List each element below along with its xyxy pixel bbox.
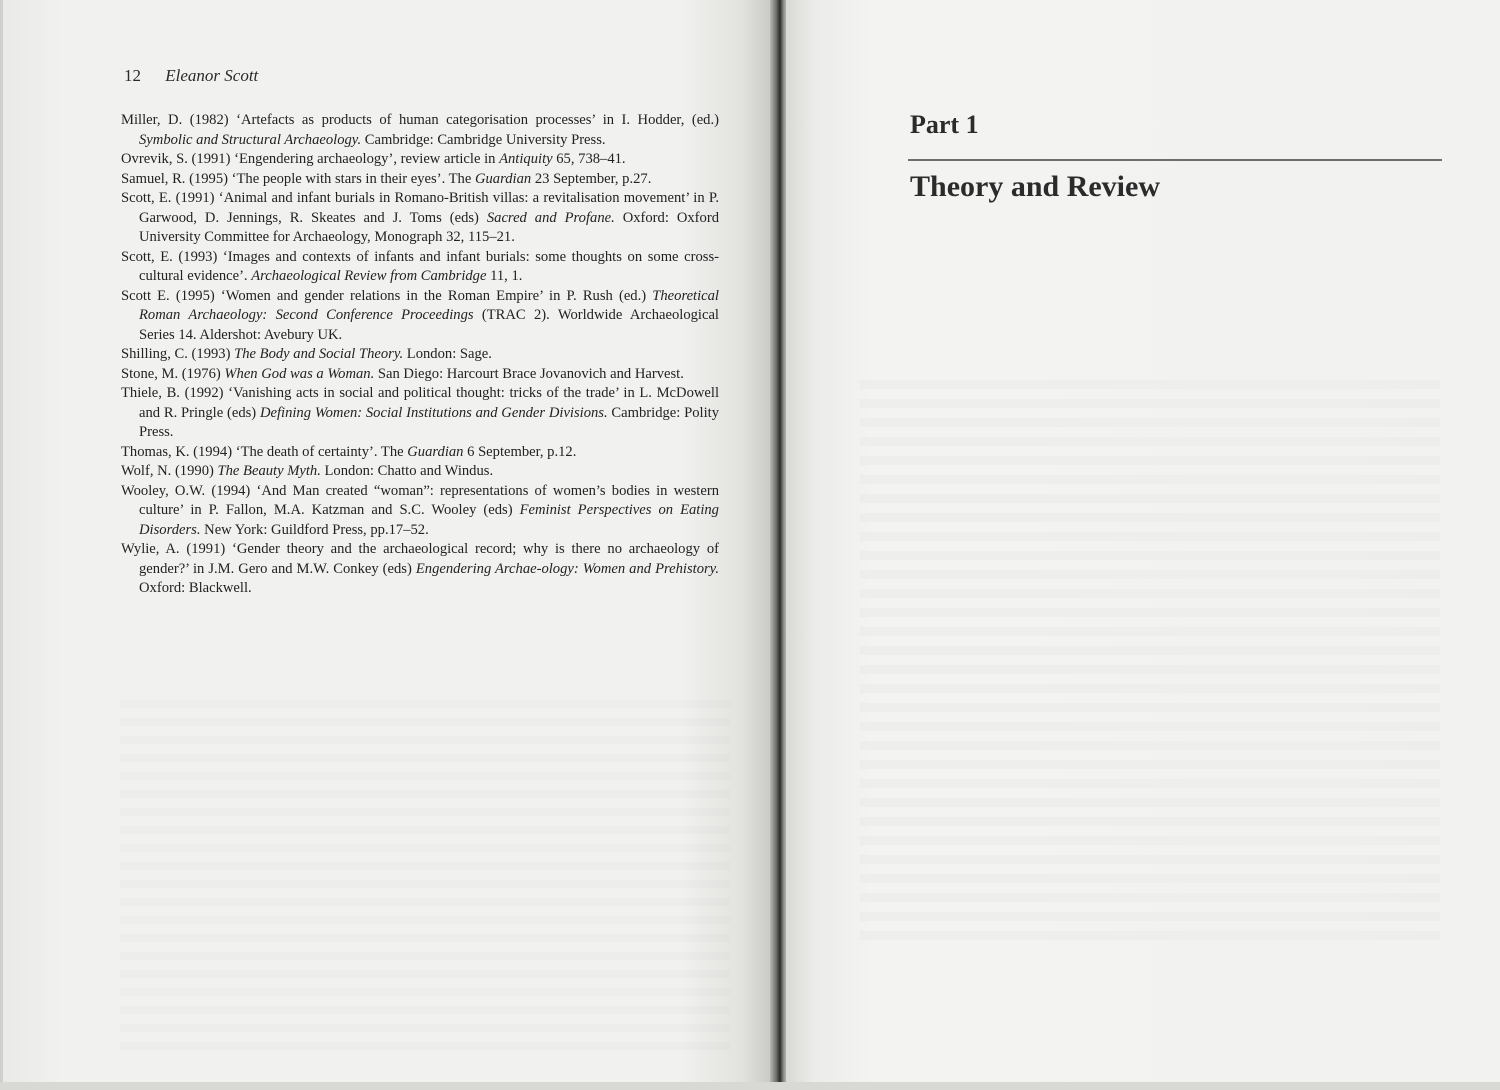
- running-head: [124, 66, 258, 86]
- reference-title: Engendering Archae-ology: Women and Prehistory.: [415, 560, 719, 577]
- reference-text: Cambridge: Polity Press.: [139, 404, 719, 440]
- reference-entry: [121, 111, 719, 150]
- reference-text: Samuel, R. (1995) ‘The people with stars in their eyes’. The: [121, 170, 475, 187]
- reference-entry: [121, 189, 719, 248]
- reference-text: Thomas, K. (1994) ‘The death of certainty’. The: [121, 443, 408, 460]
- page-bottom-edge: [0, 1082, 1500, 1090]
- reference-title: Symbolic and Structural Archaeology.: [139, 131, 362, 148]
- reference-text: Wooley, O.W. (1994) ‘And Man created “woman”: representations of women’s bodies in western culture’ in P. Fallon, M.A. Katzman and S.C. Wooley (eds): [121, 482, 719, 518]
- reference-text: Cambridge: Cambridge University Press.: [361, 131, 606, 148]
- reference-list: [121, 111, 719, 599]
- reference-text: San Diego: Harcourt Brace Jovanovich and Harvest.: [374, 365, 684, 382]
- show-through-text: [120, 700, 730, 1060]
- reference-text: Scott, E. (1991) ‘Animal and infant burials in Romano-British villas: a revitalisation movement’ in P. Garwood, D. Jennings, R. Skeates and J. Toms (eds): [121, 190, 719, 226]
- reference-text: Wylie, A. (1991) ‘Gender theory and the archaeological record; why is there no archaeology of gender?’ in J.M. Gero and M.W. Conkey (eds): [121, 541, 719, 577]
- reference-entry: [121, 482, 719, 541]
- reference-title: Guardian: [407, 443, 464, 460]
- reference-entry: [121, 540, 719, 599]
- reference-text: Stone, M. (1976): [121, 365, 225, 382]
- page-edge: [0, 0, 3, 1090]
- reference-title: Defining Women: Social Institutions and Gender Divisions.: [259, 404, 608, 421]
- reference-text: Miller, D. (1982) ‘Artefacts as products of human categorisation processes’ in I. Hodder, (ed.): [121, 112, 719, 128]
- reference-entry: [121, 287, 719, 346]
- reference-text: (TRAC 2). Worldwide Archaeological Series 14. Aldershot: Avebury UK.: [139, 307, 719, 343]
- reference-title: Theoretical Roman Archaeology: Second Conference Proceedings: [139, 287, 719, 323]
- reference-title: The Beauty Myth.: [217, 463, 321, 479]
- reference-title: The Body and Social Theory.: [234, 346, 404, 362]
- reference-entry: [121, 248, 719, 287]
- reference-text: 65, 738–41.: [552, 151, 626, 167]
- reference-entry: [121, 384, 719, 443]
- reference-text: Scott E. (1995) ‘Women and gender relations in the Roman Empire’ in P. Rush (ed.): [121, 287, 653, 304]
- reference-text: Wolf, N. (1990): [121, 463, 218, 479]
- reference-title: When God was a Woman.: [224, 365, 375, 382]
- reference-text: 23 September, p.27.: [531, 170, 652, 187]
- reference-text: Shilling, C. (1993): [121, 346, 235, 362]
- running-head-author: Eleanor Scott: [165, 66, 259, 85]
- reference-entry: [121, 462, 719, 482]
- reference-entry: [121, 443, 719, 463]
- part-title: Theory and Review: [910, 170, 1160, 203]
- reference-text: Oxford: Blackwell.: [139, 580, 252, 596]
- part-label: Part 1: [910, 110, 979, 139]
- reference-text: Oxford: Oxford University Committee for Archaeology, Monograph 32, 115–21.: [139, 209, 719, 245]
- part-divider: [908, 159, 1442, 161]
- reference-title: Feminist Perspectives on Eating Disorders.: [139, 502, 719, 538]
- reference-text: London: Sage.: [403, 346, 492, 362]
- reference-text: 11, 1.: [486, 268, 523, 284]
- reference-title: Archaeological Review from Cambridge: [251, 268, 487, 284]
- reference-title: Antiquity: [499, 151, 553, 167]
- reference-text: Thiele, B. (1992) ‘Vanishing acts in social and political thought: tricks of the trade’ in L. McDowell and R. Pringle (eds): [121, 385, 719, 421]
- reference-text: London: Chatto and Windus.: [320, 463, 494, 479]
- reference-text: New York: Guildford Press, pp.17–52.: [200, 521, 429, 538]
- show-through-text: [860, 380, 1440, 940]
- reference-title: Sacred and Profane.: [486, 209, 615, 226]
- reference-entry: [121, 365, 719, 385]
- reference-title: Guardian: [474, 170, 532, 187]
- reference-text: 6 September, p.12.: [463, 443, 577, 460]
- page-number: 12: [124, 66, 141, 85]
- reference-text: Scott, E. (1993) ‘Images and contexts of infants and infant burials: some thoughts on some cross-cultural evidence’.: [121, 248, 719, 284]
- reference-entry: [121, 170, 719, 190]
- reference-entry: [121, 150, 719, 170]
- reference-entry: [121, 345, 719, 365]
- reference-text: Ovrevik, S. (1991) ‘Engendering archaeology’, review article in: [121, 151, 500, 167]
